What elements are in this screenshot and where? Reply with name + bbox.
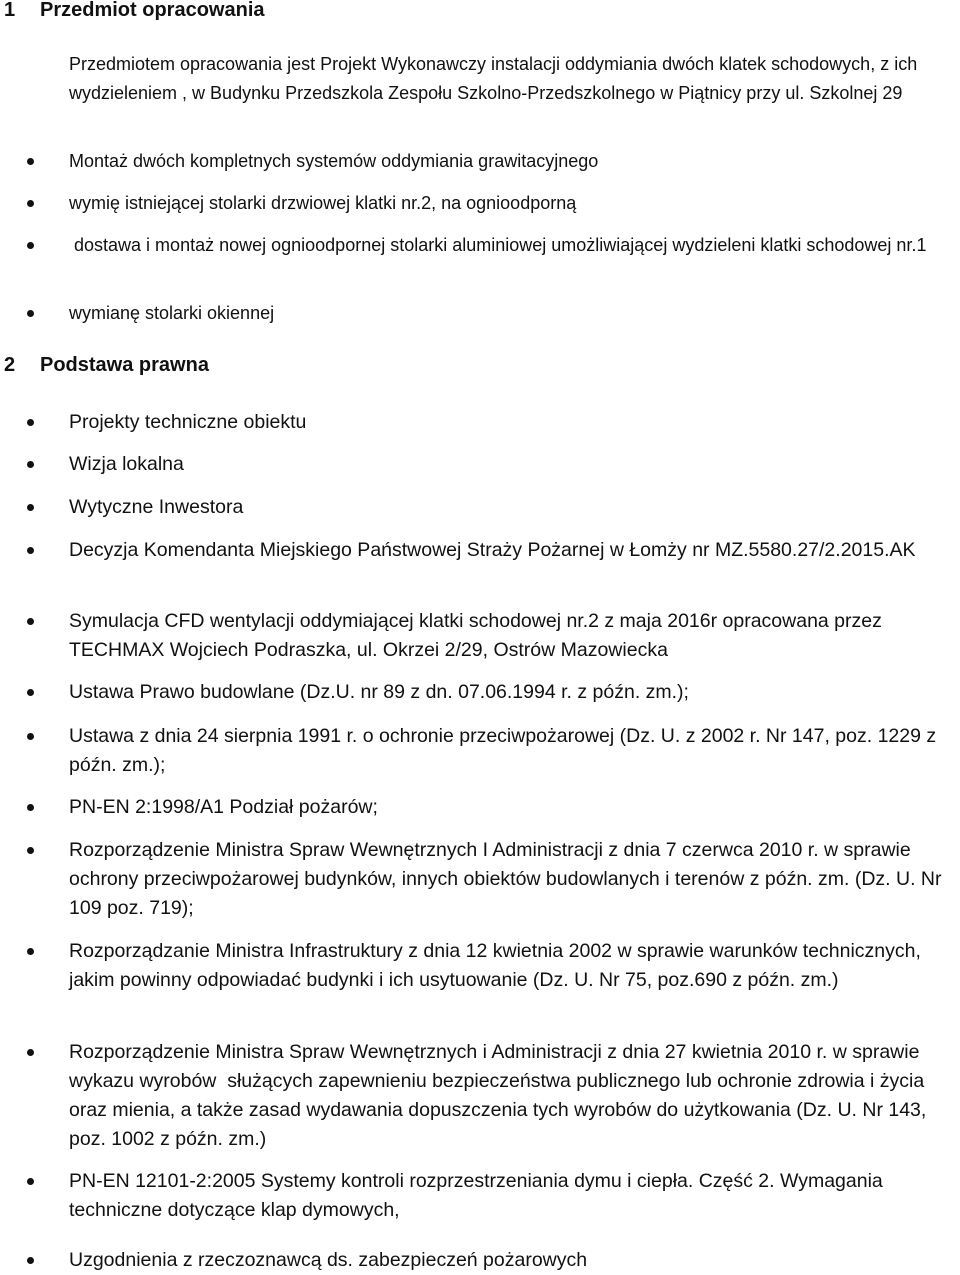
section-2-heading — [0, 353, 209, 377]
bullet-icon — [27, 310, 34, 317]
list-item-text: Decyzja Komendanta Miejskiego Państwowej Straży Pożarnej w Łomży nr MZ.5580.27/2.2015.AK — [69, 539, 916, 561]
list-item-text: Rozporządzenie Ministra Spraw Wewnętrznych I Administracji z dnia 7 czerwca 2010 r. w sprawie ochrony przeciwpożarowej budynków, innych obiektów budowlanych i terenów z późn. zm. (Dz. U. Nr 109 poz. 719); — [69, 839, 942, 919]
bullet-icon — [27, 1178, 34, 1185]
list-item-text: PN-EN 2:1998/A1 Podział pożarów; — [69, 796, 378, 818]
section-2-number: 2 — [4, 354, 16, 376]
list-item-text: PN-EN 12101-2:2005 Systemy kontroli rozprzestrzeniania dymu i ciepła. Część 2. Wymagania techniczne dotyczące klap dymowych, — [69, 1170, 883, 1221]
list-item-text: Wytyczne Inwestora — [69, 496, 244, 518]
list-item-text: Projekty techniczne obiektu — [69, 411, 307, 433]
bullet-icon — [27, 847, 34, 854]
bullet-icon — [27, 547, 34, 554]
bullet-icon — [27, 242, 34, 249]
bullet-icon — [27, 1257, 34, 1264]
list-item-text: Rozporządzenie Ministra Spraw Wewnętrznych i Administracji z dnia 27 kwietnia 2010 r. w sprawie wykazu wyrobów służących zapewnieniu bezpieczeństwa publicznego lub ochronie zdrowia i życia oraz mienia, a także zasad wydawania dopuszczenia tych wyrobów do użytkowania (Dz. U. Nr 143, poz. 1002 z późn. zm.) — [69, 1041, 932, 1150]
list-item-text: Ustawa z dnia 24 sierpnia 1991 r. o ochronie przeciwpożarowej (Dz. U. z 2002 r. Nr 147, poz. 1229 z późn. zm.); — [69, 725, 937, 776]
bullet-icon — [27, 461, 34, 468]
bullet-icon — [27, 1049, 34, 1056]
bullet-icon — [27, 618, 34, 625]
list-item-text: Ustawa Prawo budowlane (Dz.U. nr 89 z dn. 07.06.1994 r. z późn. zm.); — [69, 681, 689, 703]
list-item-text: Rozporządzanie Ministra Infrastruktury z dnia 12 kwietnia 2002 w sprawie warunków technicznych, jakim powinny odpowiadać budynki i ich usytuowanie (Dz. U. Nr 75, poz.690 z późn. zm.) — [69, 940, 921, 991]
list-item-text: Uzgodnienia z rzeczoznawcą ds. zabezpieczeń pożarowych — [69, 1249, 588, 1271]
list-item-text: wymianę stolarki okiennej — [69, 303, 275, 323]
bullet-icon — [27, 733, 34, 740]
list-item-text: dostawa i montaż nowej ognioodpornej stolarki aluminiowej umożliwiającej wydzieleni klatki schodowej nr.1 — [69, 235, 927, 255]
list-item-text: Symulacja CFD wentylacji oddymiającej klatki schodowej nr.2 z maja 2016r opracowana przez TECHMAX Wojciech Podraszka, ul. Okrzei 2/29, Ostrów Mazowiecka — [69, 610, 882, 661]
bullet-icon — [27, 689, 34, 696]
bullet-icon — [27, 158, 34, 165]
list-item-text: Wizja lokalna — [69, 453, 184, 475]
section-2-title: Podstawa prawna — [40, 354, 209, 376]
section-1-title: Przedmiot opracowania — [40, 0, 265, 21]
bullet-icon — [27, 504, 34, 511]
section-1-number: 1 — [4, 0, 16, 21]
bullet-icon — [27, 948, 34, 955]
section-1-intro: Przedmiotem opracowania jest Projekt Wykonawczy instalacji oddymiania dwóch klatek schodowych, z ich wydzieleniem , w Budynku Przedszkola Zespołu Szkolno-Przedszkolnego w Piątnicy przy ul. Szkolnej 29 — [69, 54, 918, 103]
list-item-text: wymię istniejącej stolarki drzwiowej klatki nr.2, na ognioodporną — [69, 193, 577, 213]
bullet-icon — [27, 200, 34, 207]
section-1-heading — [0, 0, 265, 22]
list-item-text: Montaż dwóch kompletnych systemów oddymiania grawitacyjnego — [69, 151, 599, 171]
bullet-icon — [27, 419, 34, 426]
bullet-icon — [27, 804, 34, 811]
